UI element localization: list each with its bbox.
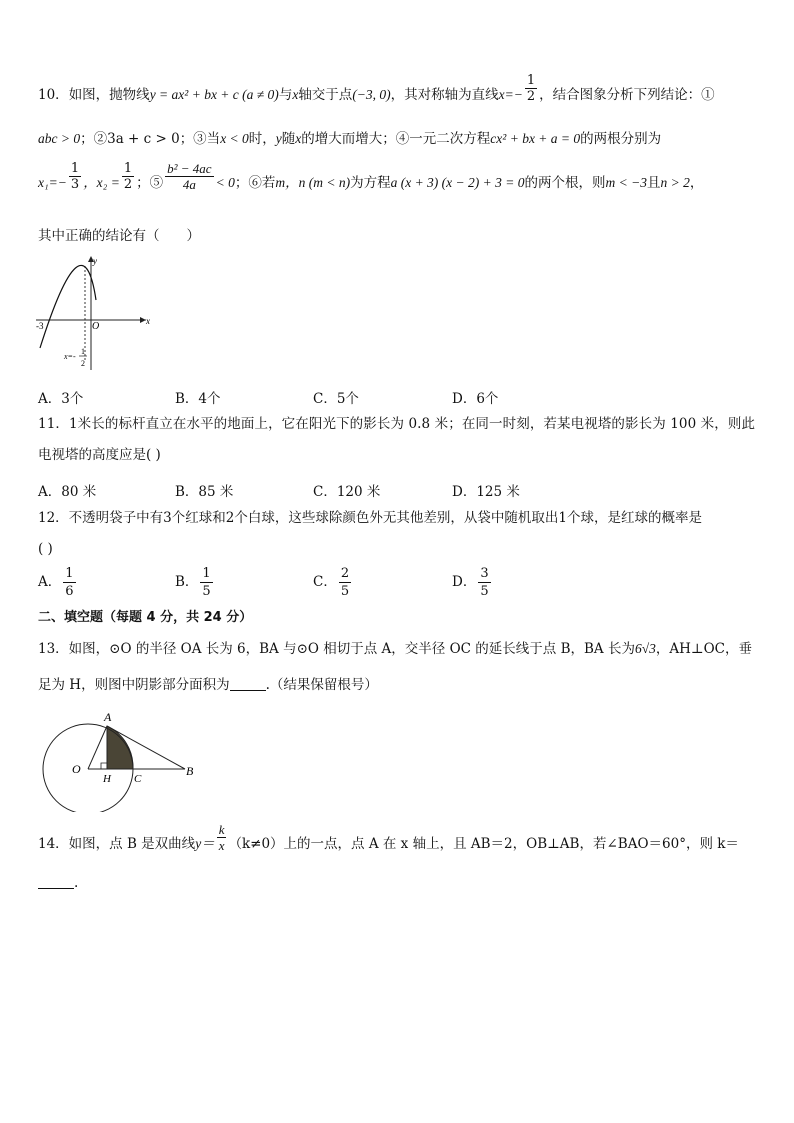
label-o: O xyxy=(72,762,81,776)
q11-option-d[interactable]: D．125 米 xyxy=(452,484,520,500)
q14-line1: 14．如图，点 B 是双曲线y＝ $\frac{k}{x}$ （k≠0）上的一点，点 A 在 x 轴上，且 AB＝2，OB⊥AB，若∠BAO＝60°，则 k＝ xyxy=(38,822,739,853)
circle-tangent-figure xyxy=(40,708,210,812)
q11-line2: 电视塔的高度应是( ) xyxy=(38,447,161,463)
q12-option-d[interactable]: D． $\frac{3}{5}$ xyxy=(452,566,489,599)
symmetry-label-den: 2 xyxy=(81,359,85,368)
intersection-point: (−3, 0) xyxy=(352,87,391,102)
parabola-graph xyxy=(34,252,154,374)
segment-oa xyxy=(88,726,107,769)
shaded-region xyxy=(107,726,133,769)
q10-question: 其中正确的结论有（ ） xyxy=(38,228,200,244)
q10-option-b[interactable]: B．4个 xyxy=(175,391,221,407)
q12-option-a[interactable]: A． $\frac{1}{6}$ xyxy=(38,566,74,599)
q10-option-c[interactable]: C．5个 xyxy=(313,391,359,407)
q11-option-c[interactable]: C．120 米 xyxy=(313,484,381,500)
parabola-equation: y = ax² + bx + c (a ≠ 0) xyxy=(149,87,279,102)
discriminant-fraction: $\frac{\text{b² − 4ac}}{4a}$ xyxy=(167,161,212,192)
q13-line1: 13．如图，⊙O 的半径 OA 长为 6，BA 与⊙O 相切于点 A，交半径 OC 的延长线于点 B，BA 长为6√3，AH⊥OC，垂 xyxy=(38,641,752,657)
q13-answer-blank[interactable] xyxy=(230,678,266,691)
q13-line2: 足为 H，则图中阴影部分面积为 .（结果保留根号） xyxy=(38,677,378,693)
q14-line2: . xyxy=(38,876,78,891)
q11-option-a[interactable]: A．80 米 xyxy=(38,484,97,500)
x-axis-label: x xyxy=(146,316,150,326)
q12-option-b[interactable]: B． $\frac{1}{5}$ xyxy=(175,566,211,599)
label-h: H xyxy=(103,773,111,785)
q12-line1: 12．不透明袋子中有3个红球和2个白球，这些球除颜色外无其他差别，从袋中随机取出1个球，是红球的概率是 xyxy=(38,510,702,526)
q14-answer-blank[interactable] xyxy=(38,876,74,889)
q12-line2: ( ) xyxy=(38,541,53,557)
section-heading: 二、填空题（每题 4 分，共 24 分） xyxy=(38,610,253,625)
parabola-curve xyxy=(40,265,96,348)
q10-option-a[interactable]: A．3个 xyxy=(38,391,84,407)
label-c: C xyxy=(134,773,142,785)
q11-line1: 11．1米长的标杆直立在水平的地面上，它在阳光下的影长为 0.8 米；在同一时刻，若某电视塔的影长为 100 米，则此 xyxy=(38,416,756,432)
symmetry-label: x=- xyxy=(64,352,76,361)
q10-option-d[interactable]: D．6个 xyxy=(452,391,499,407)
label-b: B xyxy=(186,764,194,778)
q10-line3: x₁=− $\frac{1}{3}$ ，x₂ = $\frac{1}{2}$ ；⑤ $\frac{\text{b² − 4ac}}{4a}$ < 0；⑥若m，n (m < n)为方程a (x + 3) (x − 2) + 3 = 0的两个根，则m < −3且n > 2， xyxy=(38,161,704,192)
origin-label: O xyxy=(92,321,100,332)
y-axis-label: y xyxy=(93,256,97,266)
neg3-label: -3 xyxy=(36,321,44,331)
half-fraction: $\frac{1}{2}$ xyxy=(526,73,536,104)
right-angle-mark xyxy=(101,763,107,769)
q10-line1: 10．如图，抛物线y = ax² + bx + c (a ≠ 0)与x轴交于点(−3, 0)，其对称轴为直线x=− $\frac{1}{2}$ ，结合图象分析下列结论：① xyxy=(38,73,715,104)
q10-number: 10． xyxy=(38,87,69,103)
q11-option-b[interactable]: B．85 米 xyxy=(175,484,234,500)
q10-line2: abc > 0；②3a + c > 0；③当x < 0时，y随x的增大而增大；④一元二次方程cx² + bx + a = 0的两根分别为 xyxy=(38,131,662,147)
symmetry-label-num: 1 xyxy=(81,347,85,356)
q12-option-c[interactable]: C． $\frac{2}{5}$ xyxy=(313,566,350,599)
label-a: A xyxy=(104,710,112,724)
